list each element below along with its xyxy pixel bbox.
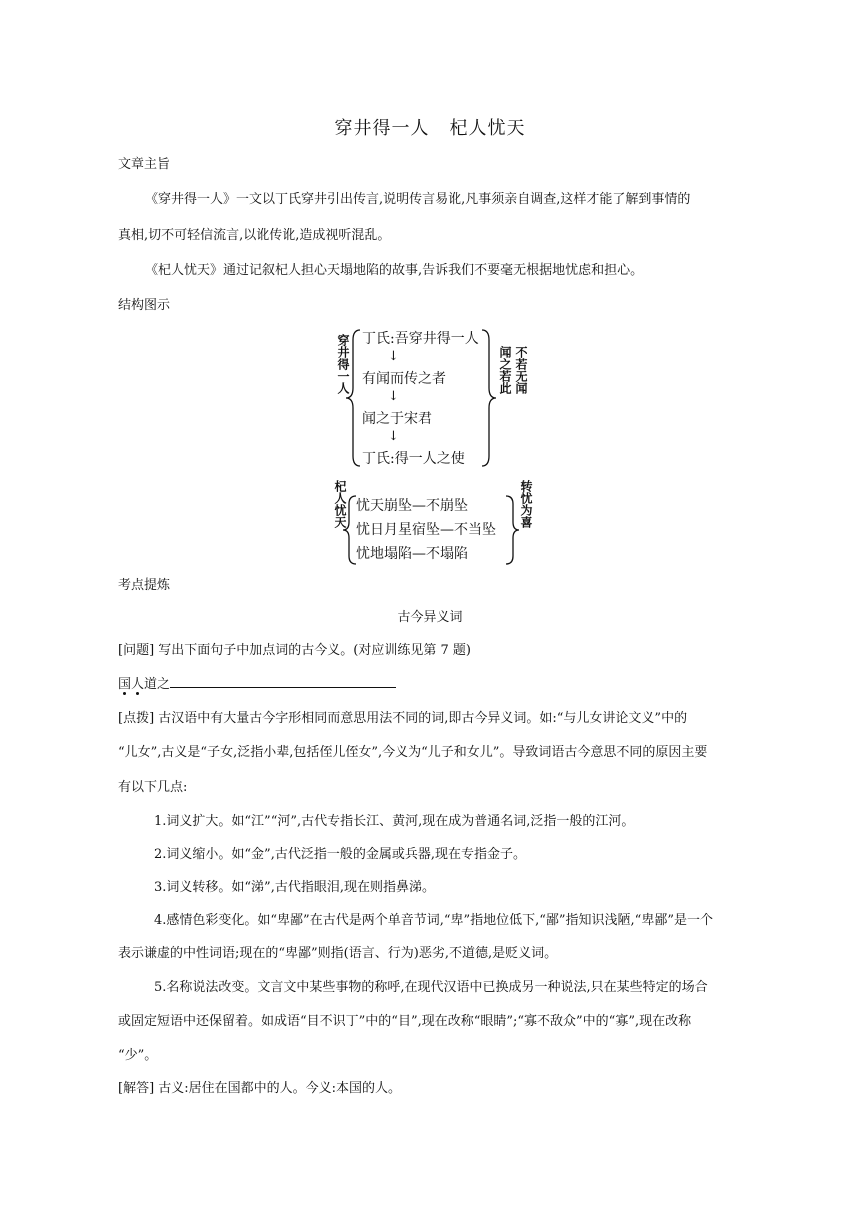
answer-blank xyxy=(170,675,396,688)
point-3: 3.词义转移。如“涕”,古代指眼泪,现在则指鼻涕。 xyxy=(154,880,435,895)
question-sentence xyxy=(118,675,396,693)
structure-heading: 结构图示 xyxy=(118,298,171,313)
sentence-text: 国人道之 xyxy=(118,677,171,692)
emphasis-dot xyxy=(136,692,139,695)
exam-subheading: 古今异义词 xyxy=(397,610,463,625)
answer-line: [解答] 古义:居住在国都中的人。今义:本国的人。 xyxy=(118,1081,402,1096)
diagram-line-2: 有闻而传之者 xyxy=(362,371,446,387)
diagram-line-1: 丁氏:吾穿井得一人 xyxy=(362,331,479,347)
diagram-line-4: 丁氏:得一人之使 xyxy=(362,451,465,467)
diagram-label-zhuanyouweixi: 转忧为喜 xyxy=(519,480,533,528)
point-5-line-1: 5.名称说法改变。文言文中某些事物的称呼,在现代汉语中已换成另一种说法,只在某些特定的场合 xyxy=(154,980,708,995)
point-5-line-3: “少”。 xyxy=(118,1048,158,1063)
down-arrow-icon: ↓ xyxy=(388,429,399,444)
down-arrow-icon: ↓ xyxy=(388,349,399,364)
emphasis-dot xyxy=(123,692,126,695)
hint-line-1: [点拨] 古汉语中有大量古今字形相同而意思用法不同的词,即古今异义词。如:“与儿女讲论文义”中的 xyxy=(118,711,688,726)
theme-heading: 文章主旨 xyxy=(118,157,171,172)
question-line: [问题] 写出下面句子中加点词的古今义。(对应训练见第 7 题) xyxy=(118,643,471,658)
diagram-bottom-line-2: 忧日月星宿坠—不当坠 xyxy=(356,522,496,538)
diagram-bottom-line-1: 忧天崩坠—不崩坠 xyxy=(356,498,468,514)
point-4-line-1: 4.感情色彩变化。如“卑鄙”在古代是两个单音节词,“卑”指地位低下,“鄙”指知识浅陋,“卑鄙”是一个 xyxy=(154,913,713,928)
diagram-label-wenzhiruoci: 闻之若此 xyxy=(498,346,512,394)
top-right-brace xyxy=(482,330,496,466)
diagram-bottom-line-3: 忧地塌陷—不塌陷 xyxy=(356,546,468,562)
point-4-line-2: 表示谦虚的中性词语;现在的“卑鄙”则指(语言、行为)恶劣,不道德,是贬义词。 xyxy=(118,946,558,961)
title-part-1: 穿井得一人 xyxy=(334,118,430,139)
point-1: 1.词义扩大。如“江”“河”,古代专指长江、黄河,现在成为普通名词,泛指一般的江河。 xyxy=(154,814,635,829)
theme-paragraph-1-line-1: 《穿井得一人》一文以丁氏穿井引出传言,说明传言易讹,凡事须亲自调查,这样才能了解到事情的 xyxy=(145,192,691,207)
title-part-2: 杞人忧天 xyxy=(449,118,526,139)
diagram-label-buruowuwen: 不若无闻 xyxy=(514,346,528,394)
down-arrow-icon: ↓ xyxy=(388,389,399,404)
point-2: 2.词义缩小。如“金”,古代泛指一般的金属或兵器,现在专指金子。 xyxy=(154,847,526,862)
diagram-label-chuanjing: 穿井得一人 xyxy=(336,334,350,394)
point-5-line-2: 或固定短语中还保留着。如成语“目不识丁”中的“目”,现在改称“眼睛”;“寡不敌众”中的“寡”,现在改称 xyxy=(118,1014,692,1029)
exam-heading: 考点提炼 xyxy=(118,578,171,593)
theme-paragraph-1-line-2: 真相,切不可轻信流言,以讹传讹,造成视听混乱。 xyxy=(118,228,391,243)
diagram-label-qiren: 杞人忧天 xyxy=(333,480,347,528)
diagram-line-3: 闻之于宋君 xyxy=(362,411,432,427)
hint-line-2: “儿女”,古义是“子女,泛指小辈,包括侄儿侄女”,今义为“儿子和女儿”。导致词语古今意思不同的原因主要 xyxy=(118,745,708,760)
hint-line-3: 有以下几点: xyxy=(118,780,188,795)
theme-paragraph-2: 《杞人忧天》通过记叙杞人担心天塌地陷的故事,告诉我们不要毫无根据地忧虑和担心。 xyxy=(145,263,644,278)
